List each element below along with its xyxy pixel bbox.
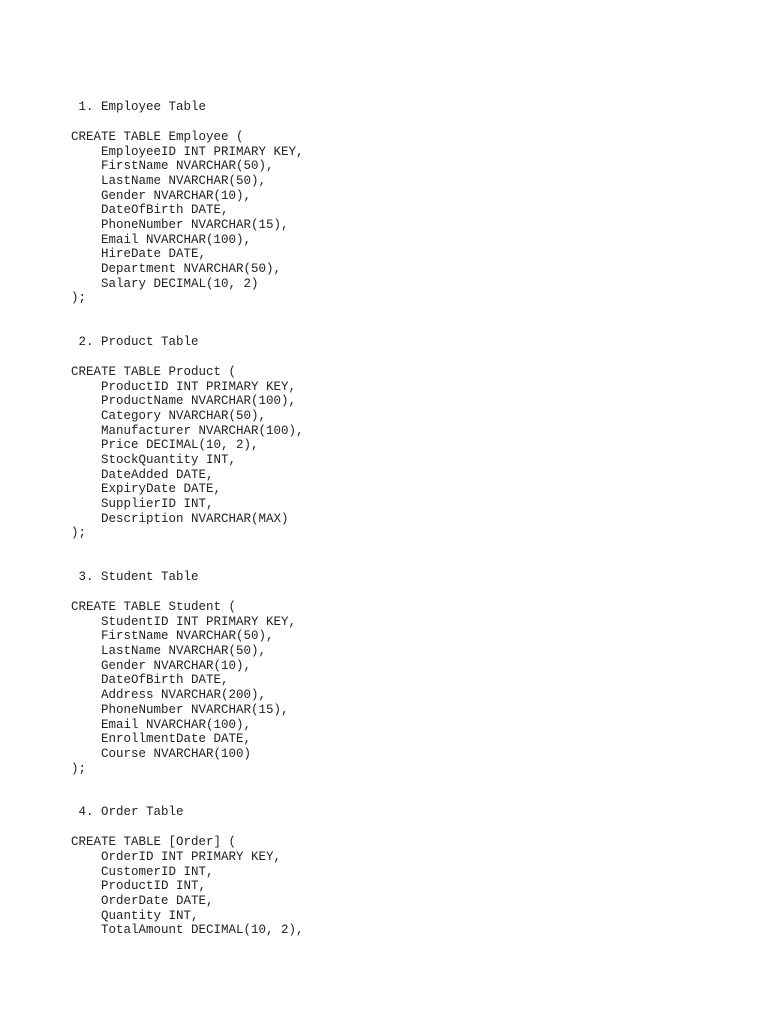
code-line: Gender NVARCHAR(10), (71, 658, 252, 673)
code-line: ); (71, 526, 87, 541)
code-block (71, 130, 731, 306)
sql-document (71, 100, 731, 938)
section-heading: 1. Employee Table (71, 100, 207, 114)
code-block (71, 835, 731, 938)
code-line: CustomerID INT, (71, 864, 214, 879)
code-line: StockQuantity INT, (71, 453, 237, 468)
code-block (71, 600, 731, 776)
code-line: Description NVARCHAR(MAX) (71, 511, 289, 526)
code-line: CREATE TABLE Employee ( (71, 130, 244, 144)
code-line: Price DECIMAL(10, 2), (71, 438, 259, 453)
code-line: ProductID INT PRIMARY KEY, (71, 379, 297, 394)
code-line: LastName NVARCHAR(50), (71, 644, 267, 659)
section-order (71, 805, 731, 938)
code-line: LastName NVARCHAR(50), (71, 174, 267, 189)
code-line: OrderDate DATE, (71, 893, 214, 908)
code-line: PhoneNumber NVARCHAR(15), (71, 702, 289, 717)
code-line: EmployeeID INT PRIMARY KEY, (71, 144, 304, 159)
code-line: TotalAmount DECIMAL(10, 2), (71, 923, 304, 938)
section-heading: 2. Product Table (71, 335, 199, 350)
section-heading: 4. Order Table (71, 805, 184, 820)
code-line: CREATE TABLE Student ( (71, 600, 237, 615)
code-line: Address NVARCHAR(200), (71, 688, 267, 703)
section-student (71, 570, 731, 776)
code-line: ); (71, 291, 87, 306)
code-line: Department NVARCHAR(50), (71, 262, 282, 277)
code-line: Category NVARCHAR(50), (71, 409, 267, 424)
code-line: CREATE TABLE [Order] ( (71, 835, 237, 850)
code-line: DateAdded DATE, (71, 467, 214, 482)
code-line: FirstName NVARCHAR(50), (71, 629, 274, 644)
code-line: DateOfBirth DATE, (71, 203, 229, 218)
code-line: ProductID INT, (71, 879, 207, 894)
code-line: SupplierID INT, (71, 497, 214, 512)
code-line: Gender NVARCHAR(10), (71, 188, 252, 203)
section-employee (71, 100, 731, 306)
code-line: Email NVARCHAR(100), (71, 232, 252, 247)
code-line: FirstName NVARCHAR(50), (71, 159, 274, 174)
code-line: StudentID INT PRIMARY KEY, (71, 614, 297, 629)
code-line: HireDate DATE, (71, 247, 207, 262)
code-line: DateOfBirth DATE, (71, 673, 229, 688)
code-line: Manufacturer NVARCHAR(100), (71, 423, 304, 438)
code-block (71, 365, 731, 541)
code-line: Salary DECIMAL(10, 2) (71, 276, 259, 291)
code-line: ExpiryDate DATE, (71, 482, 222, 497)
section-product (71, 335, 731, 541)
code-line: PhoneNumber NVARCHAR(15), (71, 218, 289, 233)
code-line: ProductName NVARCHAR(100), (71, 394, 297, 409)
code-line: ); (71, 761, 87, 776)
code-line: Email NVARCHAR(100), (71, 717, 252, 732)
code-line: CREATE TABLE Product ( (71, 365, 237, 380)
code-line: Course NVARCHAR(100) (71, 746, 252, 761)
code-line: OrderID INT PRIMARY KEY, (71, 849, 282, 864)
section-heading: 3. Student Table (71, 570, 199, 585)
code-line: Quantity INT, (71, 908, 199, 923)
code-line: EnrollmentDate DATE, (71, 732, 252, 747)
